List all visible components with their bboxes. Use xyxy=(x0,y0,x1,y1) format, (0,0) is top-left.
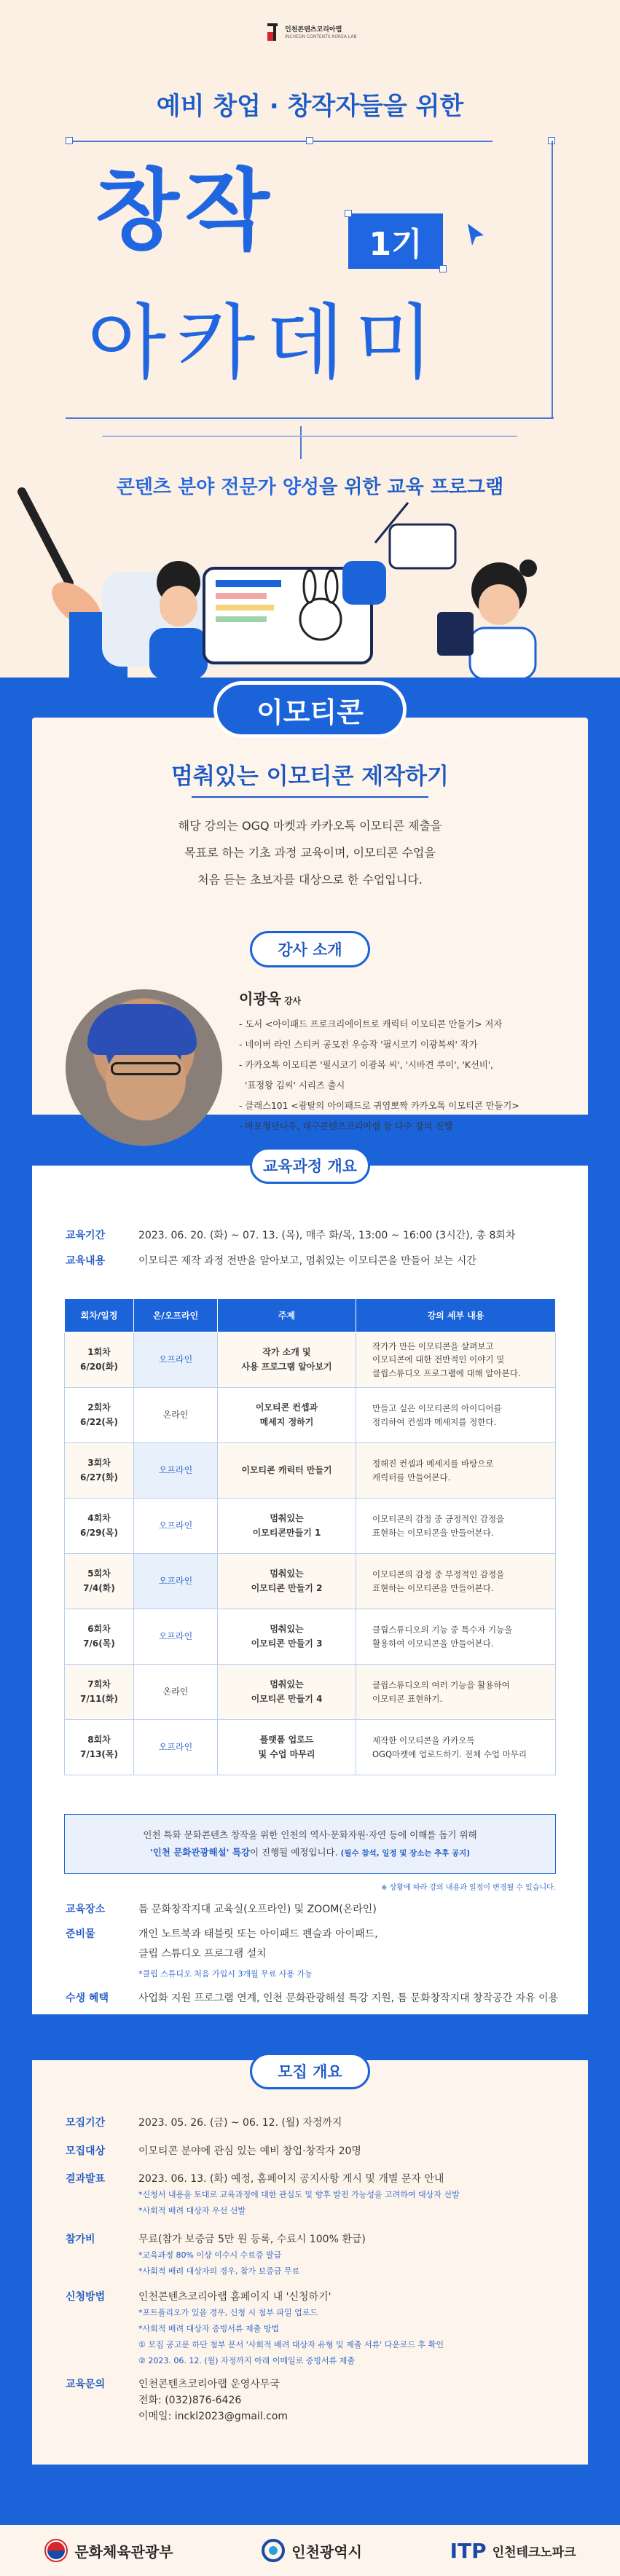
result-row xyxy=(66,2171,460,2219)
topic-line: 이모티콘 컨셉과 xyxy=(255,1402,318,1413)
benefit-value: 사업화 지원 프로그램 연계, 인천 문화관광해설 특강 지원, 틈 문화창작지대 창작공간 자유 이용 xyxy=(138,1992,559,2004)
session-cell xyxy=(65,1609,134,1665)
topic-line: 및 수업 마무리 xyxy=(258,1748,315,1759)
detail-cell xyxy=(356,1554,556,1609)
notice-bold: '인천 문화관광해설' 특강 xyxy=(149,1847,250,1858)
place-row xyxy=(66,1900,377,1920)
session-cell xyxy=(65,1388,134,1443)
handle-icon xyxy=(66,137,73,144)
period-value: 2023. 06. 20. (화) ~ 07. 13. (목), 매주 화/목, 13:00 ~ 16:00 (3시간), 총 8회차 xyxy=(138,1230,516,1241)
change-note: ※ 상황에 따라 강의 내용과 일정이 변경될 수 있습니다. xyxy=(381,1884,556,1892)
topic-line: 멈춰있는 xyxy=(270,1568,304,1579)
apply-tiny: *사회적 배려 대상자 증빙서류 제출 방법 xyxy=(138,2324,279,2333)
prep-label: 준비물 xyxy=(66,1928,95,1940)
detail-line: 표현하는 이모티콘을 만들어본다. xyxy=(372,1527,494,1538)
hero-title-line1: 창작 xyxy=(95,160,275,262)
topic-cell xyxy=(218,1388,356,1443)
notice-rest: 이 진행될 예정입니다. xyxy=(249,1847,338,1858)
org2-name: 인천광역시 xyxy=(291,2542,362,2561)
bio-item: - 도서 <아이패드 프로크리에이트로 캐릭터 이모티콘 만들기> 저자 xyxy=(239,1019,503,1029)
detail-cell xyxy=(356,1720,556,1775)
fee-label: 참가비 xyxy=(66,2234,95,2245)
detail-cell xyxy=(356,1665,556,1720)
result-label: 결과발표 xyxy=(66,2173,106,2185)
course-desc-line: 해당 강의는 OGQ 마켓과 카카오톡 이모티콘 제출을 xyxy=(178,819,442,833)
detail-line: 이모티콘에 대한 전반적인 이야기 및 xyxy=(372,1354,505,1365)
result-tiny: *신청서 내용을 토대로 교육과정에 대한 관심도 및 향후 발전 가능성을 고려하여 대상자 선발 xyxy=(138,2190,460,2199)
table-row xyxy=(65,1665,556,1720)
contact-line: 전화: (032)876-6426 xyxy=(138,2395,242,2406)
session-cell xyxy=(65,1554,134,1609)
fee-row xyxy=(66,2231,366,2279)
detail-cell xyxy=(356,1388,556,1443)
category-pill: 이모티콘 xyxy=(213,681,407,738)
cohort-badge: 1기 xyxy=(348,213,443,269)
handle-icon xyxy=(345,210,352,217)
table-row xyxy=(65,1332,556,1388)
result-value xyxy=(138,2171,460,2219)
logo-subtext: INCHEON CONTENTS KOREA LAB xyxy=(285,34,357,39)
detail-line: 클립스튜디오 프로그램에 대해 알아본다. xyxy=(372,1367,521,1378)
content-value: 이모티콘 제작 과정 전반을 알아보고, 멈춰있는 이모티콘을 만들어 보는 시간 xyxy=(138,1255,476,1267)
topic-cell xyxy=(218,1609,356,1665)
detail-cell xyxy=(356,1609,556,1665)
selection-line-icon xyxy=(66,417,554,419)
place-label: 교육장소 xyxy=(66,1904,106,1915)
contact-value xyxy=(138,2376,288,2424)
detail-line: 이모티콘 표현하기. xyxy=(372,1693,443,1704)
session-date: 7/13(목) xyxy=(80,1748,118,1759)
topic-line: 이모티콘 만들기 3 xyxy=(251,1638,323,1649)
detail-line: 표현하는 이모티콘을 만들어본다. xyxy=(372,1582,494,1593)
prep-line: 클립 스튜디오 프로그램 설치 xyxy=(138,1948,267,1960)
table-header: 온/오프라인 xyxy=(134,1299,218,1332)
apply-value xyxy=(138,2289,444,2369)
detail-line: 만들고 싶은 이모티콘의 아이디어를 xyxy=(372,1403,502,1414)
topic-cell xyxy=(218,1332,356,1388)
fee-tiny: *교육과정 80% 이상 이수시 수료증 발급 xyxy=(138,2250,282,2260)
prep-tiny: *클립 스튜디오 처음 가입시 3개월 무료 사용 가능 xyxy=(138,1969,313,1979)
schedule-table xyxy=(64,1298,556,1775)
topic-line: 이모티콘 캐릭터 만들기 xyxy=(241,1464,332,1475)
contact-email[interactable]: 이메일: inckl2023@gmail.com xyxy=(138,2411,289,2422)
logo-mark-icon xyxy=(266,22,280,44)
org1-name: 문화체육관광부 xyxy=(74,2542,173,2561)
session-date: 6/22(목) xyxy=(80,1416,118,1427)
topic-line: 이모티콘만들기 1 xyxy=(252,1527,321,1538)
content-label: 교육내용 xyxy=(66,1255,106,1267)
topic-cell xyxy=(218,1720,356,1775)
table-row xyxy=(65,1609,556,1665)
fee-tiny: *사회적 배려 대상자의 경우, 참가 보증금 무료 xyxy=(138,2266,300,2276)
place-value: 틈 문화창작지대 교육실(오프라인) 및 ZOOM(온라인) xyxy=(138,1904,377,1915)
mode-cell: 오프라인 xyxy=(134,1332,218,1388)
session-number: 7회차 xyxy=(87,1679,111,1690)
instructor-name-suffix: 강사 xyxy=(283,996,302,1006)
instructor-name xyxy=(239,987,301,1008)
mode-cell: 오프라인 xyxy=(134,1554,218,1609)
detail-cell xyxy=(356,1332,556,1388)
detail-line: 작가가 만든 이모티콘을 살펴보고 xyxy=(372,1340,494,1351)
contact-row xyxy=(66,2376,288,2424)
prep-line: 개인 노트북과 태블릿 또는 아이패드 펜슬과 아이패드, xyxy=(138,1928,378,1940)
topic-line: 멈춰있는 xyxy=(270,1513,304,1524)
instructor-section-label: 강사 소개 xyxy=(250,931,370,967)
apply-label: 신청방법 xyxy=(66,2291,106,2303)
table-row xyxy=(65,1443,556,1499)
footer-logo-mcst xyxy=(44,2538,173,2563)
apply-tiny: ② 2023. 06. 12. (월) 자정까지 아래 이메일로 증빙서류 제출 xyxy=(138,2356,356,2365)
instructor-bio xyxy=(239,1014,519,1136)
session-cell xyxy=(65,1443,134,1499)
bio-item: - 마포청년나루, 대구콘텐츠코리아랩 등 다수 강의 진행 xyxy=(239,1121,453,1131)
prep-row xyxy=(66,1925,378,1984)
session-number: 6회차 xyxy=(87,1624,111,1635)
apply-tiny: *포트폴리오가 있을 경우, 신청 시 첨부 파일 업로드 xyxy=(138,2308,318,2317)
hero-program-highlight: 콘텐츠 분야 전문가 양성 xyxy=(116,476,320,498)
course-title: 멈춰있는 이모티콘 제작하기 xyxy=(32,758,588,798)
session-cell xyxy=(65,1665,134,1720)
recruit-target-row xyxy=(66,2143,361,2159)
mode-cell: 온라인 xyxy=(134,1665,218,1720)
content-row xyxy=(66,1253,476,1268)
special-lecture-notice xyxy=(64,1814,556,1874)
instructor-photo xyxy=(66,989,222,1146)
detail-line: 활용하여 이모티콘을 만들어본다. xyxy=(372,1638,494,1649)
selection-line-icon xyxy=(70,141,493,142)
recruit-target-value: 이모티콘 분야에 관심 있는 예비 창업·창작자 20명 xyxy=(138,2145,361,2157)
topic-line: 플랫폼 업로드 xyxy=(259,1735,314,1746)
session-number: 1회차 xyxy=(87,1347,111,1358)
mode-cell: 오프라인 xyxy=(134,1609,218,1665)
session-number: 2회차 xyxy=(87,1402,111,1413)
hero-section xyxy=(0,0,620,678)
org3-abbr: ITP xyxy=(450,2538,487,2563)
org3-name: 인천테크노파크 xyxy=(492,2545,576,2560)
topic-line: 멈춰있는 xyxy=(270,1624,304,1635)
mode-cell: 오프라인 xyxy=(134,1499,218,1554)
contact-label: 교육문의 xyxy=(66,2379,106,2390)
table-row xyxy=(65,1388,556,1443)
handle-icon xyxy=(306,137,313,144)
mode-cell: 온라인 xyxy=(134,1388,218,1443)
session-number: 3회차 xyxy=(87,1458,111,1469)
notice-tiny: (필수 참석, 일정 및 장소는 추후 공지) xyxy=(340,1849,471,1858)
session-date: 7/6(목) xyxy=(83,1638,115,1649)
session-cell xyxy=(65,1720,134,1775)
detail-line: 이모티콘의 감정 중 긍정적인 감정을 xyxy=(372,1514,505,1525)
topic-cell xyxy=(218,1554,356,1609)
course-desc-line: 목표로 하는 기초 과정 교육이며, 이모티콘 수업을 xyxy=(184,846,436,860)
detail-line: OGQ마켓에 업로드하기. 전체 수업 마무리 xyxy=(372,1748,527,1759)
result-tiny: *사회적 배려 대상자 우선 선발 xyxy=(138,2206,246,2215)
topic-cell xyxy=(218,1499,356,1554)
detail-cell xyxy=(356,1443,556,1499)
footer-logo-incheon xyxy=(261,2538,362,2563)
mode-cell: 오프라인 xyxy=(134,1443,218,1499)
contact-line: 인천콘텐츠코리아랩 운영사무국 xyxy=(138,2379,280,2390)
period-row xyxy=(66,1228,515,1242)
benefit-label: 수생 혜택 xyxy=(66,1992,109,2004)
fee-value xyxy=(138,2231,366,2279)
course-card xyxy=(32,718,588,962)
table-row xyxy=(65,1499,556,1554)
session-date: 6/20(화) xyxy=(80,1361,118,1372)
curriculum-section-label: 교육과정 개요 xyxy=(250,1147,370,1184)
table-header: 회차/일정 xyxy=(65,1299,134,1332)
detail-line: 정해진 컨셉과 메세지를 바탕으로 xyxy=(372,1458,494,1469)
logo-name: 인천콘텐츠코리아랩 xyxy=(285,26,342,34)
detail-line: 정리하여 컨셉과 메세지를 정한다. xyxy=(372,1416,497,1427)
topic-cell xyxy=(218,1443,356,1499)
fee-text: 무료(참가 보증금 5만 원 등록, 수료시 100% 환급) xyxy=(138,2234,366,2245)
topic-line: 멈춰있는 xyxy=(270,1679,304,1690)
recruit-period-label: 모집기간 xyxy=(66,2117,106,2129)
hero-illustration xyxy=(0,437,620,678)
notice-line2 xyxy=(65,1844,555,1862)
topic-line: 이모티콘 만들기 4 xyxy=(251,1693,323,1704)
topic-line: 작가 소개 및 xyxy=(262,1347,311,1358)
session-date: 6/27(화) xyxy=(80,1472,118,1483)
table-row xyxy=(65,1720,556,1775)
apply-row xyxy=(66,2289,444,2369)
footer xyxy=(0,2525,620,2576)
recruit-period-row xyxy=(66,2115,342,2131)
table-row xyxy=(65,1554,556,1609)
result-text: 2023. 06. 13. (화) 예정, 홈페이지 공지사항 게시 및 개별 문자 안내 xyxy=(138,2173,444,2185)
session-date: 7/11(화) xyxy=(80,1693,118,1704)
bio-item: - 네이버 라인 스티커 공모전 우승작 '필시코기 이광복씨' 작가 xyxy=(239,1040,478,1050)
course-description xyxy=(32,812,588,893)
detail-line: 클립스튜디오의 여러 기능을 활용하여 xyxy=(372,1680,510,1691)
mcst-emblem-icon xyxy=(44,2538,68,2563)
recruit-period-value: 2023. 05. 26. (금) ~ 06. 12. (월) 자정까지 xyxy=(138,2117,342,2129)
session-date: 7/4(화) xyxy=(83,1582,115,1593)
mode-cell: 오프라인 xyxy=(134,1720,218,1775)
recruit-target-label: 모집대상 xyxy=(66,2145,106,2157)
topic-cell xyxy=(218,1665,356,1720)
instructor-name-text: 이광욱 xyxy=(239,990,281,1008)
notice-line1: 인천 특화 문화콘텐츠 창작을 위한 인천의 역사·문화자원·자연 등에 이해를 돕기 위해 xyxy=(143,1829,477,1840)
session-cell xyxy=(65,1499,134,1554)
table-header: 주제 xyxy=(218,1299,356,1332)
topic-line: 사용 프로그램 알아보기 xyxy=(241,1361,332,1372)
period-label: 교육기간 xyxy=(66,1230,106,1241)
topic-line: 이모티콘 만들기 2 xyxy=(251,1582,323,1593)
course-desc-line: 처음 듣는 초보자를 대상으로 한 수업입니다. xyxy=(197,873,423,887)
hero-program-rest: 을 위한 교육 프로그램 xyxy=(319,476,504,498)
detail-cell xyxy=(356,1499,556,1554)
detail-line: 캐릭터를 만들어본다. xyxy=(372,1472,451,1483)
recruit-section-label: 모집 개요 xyxy=(250,2053,370,2089)
apply-tiny: ① 모집 공고문 하단 첨부 문서 '사회적 배려 대상자 유형 및 제출 서류' 다운로드 후 확인 xyxy=(138,2340,444,2349)
session-number: 5회차 xyxy=(87,1568,111,1579)
session-date: 6/29(목) xyxy=(80,1527,118,1538)
handle-icon xyxy=(439,265,447,272)
table-header: 강의 세부 내용 xyxy=(356,1299,556,1332)
footer-logo-itp xyxy=(450,2539,576,2563)
bio-item: - 카카오톡 이모티콘 '필시코기 이광복 씨', '시바견 루이', 'K선비', xyxy=(239,1060,493,1070)
topic-line: 메세지 정하기 xyxy=(259,1416,314,1427)
incheon-emblem-icon xyxy=(261,2538,286,2563)
session-cell xyxy=(65,1332,134,1388)
session-number: 8회차 xyxy=(87,1735,111,1746)
hero-subtitle: 예비 창업 · 창작자들을 위한 xyxy=(156,92,464,121)
prep-value xyxy=(138,1925,378,1984)
header-logo xyxy=(266,22,357,44)
cursor-icon xyxy=(466,222,485,248)
detail-line: 제작한 이모티콘을 카카오톡 xyxy=(372,1735,475,1746)
detail-line: 클립스튜디오의 기능 중 특수자 기능을 xyxy=(372,1625,513,1635)
session-number: 4회차 xyxy=(87,1513,111,1524)
hero-title-line2: 아카데미 xyxy=(87,296,444,390)
selection-line-icon xyxy=(552,141,553,417)
detail-line: 이모티콘의 감정 중 부정적인 감정을 xyxy=(372,1569,505,1580)
bio-item: - 클래스101 <광탈의 아이패드로 귀염뽀짝 카카오톡 이모티콘 만들기> xyxy=(239,1101,519,1111)
bio-item: '표정왕 김씨' 시리즈 출시 xyxy=(245,1080,345,1091)
apply-text: 인천콘텐츠코리아랩 홈페이지 내 '신청하기' xyxy=(138,2291,331,2303)
benefit-row xyxy=(66,1989,558,2008)
